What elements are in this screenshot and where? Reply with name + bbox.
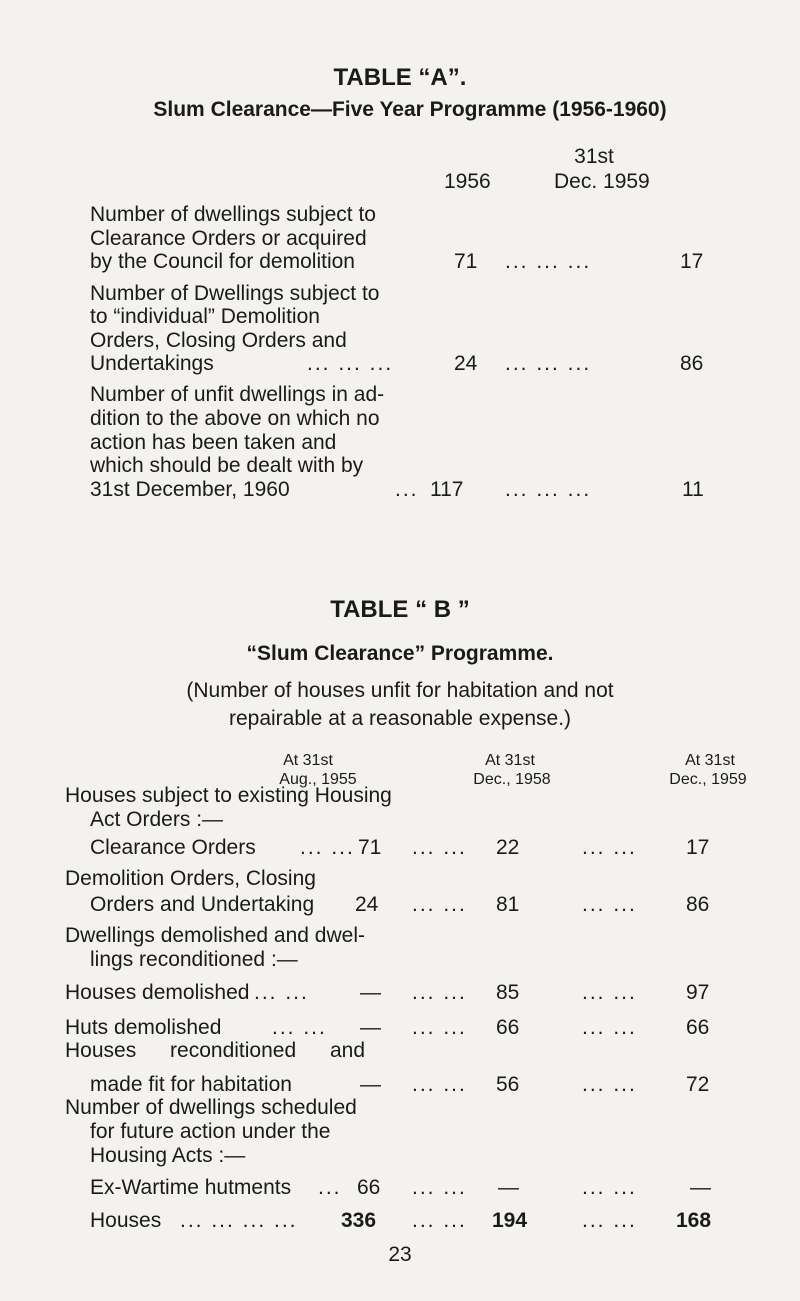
table-b-exwartime-d2: ... ... [582, 1176, 637, 1199]
table-a-row3-label-1: Number of unfit dwellings in ad- [90, 383, 385, 406]
table-b-houses-demolished-d1: ... ... [412, 981, 467, 1004]
table-b-houses-d1: ... ... [412, 1209, 467, 1232]
table-b-section2: Dwellings demolished and dwel- [65, 924, 365, 947]
table-b-exwartime-v2: — [498, 1176, 519, 1199]
table-b-exwartime-v1: 66 [357, 1176, 381, 1199]
table-a-row3-sep: ... ... ... [505, 478, 592, 501]
table-b-huts-lead: ... ... [272, 1016, 327, 1039]
table-b-clearance-lead: ... ... [300, 836, 355, 859]
table-b-houses-label: Houses [90, 1209, 162, 1232]
table-b-recond-v2: 56 [496, 1073, 520, 1096]
table-a-col2-header-line1: 31st [574, 145, 614, 168]
table-b-section2b: lings reconditioned :— [90, 948, 298, 971]
table-b-houses-lead: ... ... ... ... [180, 1209, 298, 1232]
table-a-row2-v1: 24 [454, 352, 478, 375]
table-a-row2-sep: ... ... ... [505, 352, 592, 375]
table-b-demolition-label: Orders and Undertaking [90, 893, 315, 916]
table-b-huts-v1: — [360, 1016, 381, 1039]
table-a-row2-label-4: Undertakings [90, 352, 214, 375]
table-b-houses-d2: ... ... [582, 1209, 637, 1232]
table-a-col2-header-line2: Dec. 1959 [554, 170, 650, 193]
table-a-row1-label-1: Number of dwellings subject to [90, 203, 376, 226]
table-a-row3-lead: ... [395, 478, 419, 501]
table-b-houses-v1: 336 [341, 1209, 377, 1232]
table-a-title: TABLE “A”. [333, 64, 467, 91]
table-b-header1-line1: At 31st [283, 752, 333, 769]
table-a-row1-label-3: by the Council for demolition [90, 250, 355, 273]
table-b-clearance-v3: 17 [686, 836, 710, 859]
table-b-demolition-d1: ... ... [412, 893, 467, 916]
table-b-clearance-label: Clearance Orders [90, 836, 256, 859]
table-a-col1-header: 1956 [444, 170, 491, 193]
table-b-note-line2: repairable at a reasonable expense.) [228, 707, 572, 730]
table-a-row2-lead: ... ... ... [307, 352, 394, 375]
table-a-row2-label-3: Orders, Closing Orders and [90, 329, 347, 352]
table-b-section1b: Act Orders :— [90, 808, 224, 831]
table-b-header2-line1: At 31st [485, 752, 535, 769]
table-a-row3-label-3: action has been taken and [90, 431, 337, 454]
table-b-header3-line1: At 31st [685, 752, 735, 769]
table-b-houses-demolished-v1: — [360, 981, 381, 1004]
table-b-demolition-v1: 24 [355, 893, 379, 916]
table-a-row1-sep: ... ... ... [505, 250, 592, 273]
table-a-row3-label-2: dition to the above on which no [90, 407, 380, 430]
table-a-row2-label-1: Number of Dwellings subject to [90, 282, 380, 305]
table-b-huts-label: Huts demolished [65, 1016, 222, 1039]
table-a-row1-v1: 71 [454, 250, 478, 273]
table-b-huts-d1: ... ... [412, 1016, 467, 1039]
table-b-demolition-d2: ... ... [582, 893, 637, 916]
table-a-row3-v1: 117 [430, 478, 464, 501]
table-b-recond-label: made fit for habitation [90, 1073, 292, 1096]
table-b-recond-line1: Houses reconditioned and [65, 1039, 366, 1062]
table-b-recond-d2: ... ... [582, 1073, 637, 1096]
table-b-section3: Number of dwellings scheduled [65, 1096, 357, 1119]
page-number: 23 [388, 1243, 412, 1266]
table-b-exwartime-lead: ... [318, 1176, 342, 1199]
table-b-houses-v2: 194 [492, 1209, 528, 1232]
table-b-recond-d1: ... ... [412, 1073, 467, 1096]
table-b-subtitle: “Slum Clearance” Programme. [246, 642, 554, 665]
table-b-houses-demolished-label: Houses demolished [65, 981, 250, 1004]
table-b-huts-v3: 66 [686, 1016, 710, 1039]
table-b-recond-v3: 72 [686, 1073, 710, 1096]
table-b-exwartime-d1: ... ... [412, 1176, 467, 1199]
table-a-row2-label-2: to “individual” Demolition [90, 305, 320, 328]
table-b-note-line1: (Number of houses unfit for habitation and not [186, 679, 614, 702]
table-b-demolition-line1: Demolition Orders, Closing [65, 867, 316, 890]
table-b-clearance-v1: 71 [358, 836, 382, 859]
table-b-huts-d2: ... ... [582, 1016, 637, 1039]
table-a-row3-label-5: 31st December, 1960 [90, 478, 290, 501]
table-b-header2-line2: Dec., 1958 [473, 771, 551, 788]
table-b-houses-demolished-v2: 85 [496, 981, 520, 1004]
table-b-section3c: Housing Acts :— [90, 1144, 246, 1167]
table-a-row1-v2: 17 [680, 250, 704, 273]
table-a-subtitle: Slum Clearance—Five Year Programme (1956-1960) [153, 98, 667, 121]
table-b-houses-demolished-lead: ... ... [254, 981, 309, 1004]
table-a-row2-v2: 86 [680, 352, 704, 375]
table-b-houses-v3: 168 [676, 1209, 712, 1232]
table-b-clearance-d1: ... ... [412, 836, 467, 859]
table-b-header1-line2: Aug., 1955 [279, 771, 357, 788]
table-b-recond-v1: — [360, 1073, 381, 1096]
table-b-houses-demolished-d2: ... ... [582, 981, 637, 1004]
table-b-exwartime-label: Ex-Wartime hutments [90, 1176, 292, 1199]
table-b-clearance-v2: 22 [496, 836, 520, 859]
table-b-title: TABLE “ B ” [330, 596, 470, 623]
table-a-row3-label-4: which should be dealt with by [90, 454, 364, 477]
table-b-houses-demolished-v3: 97 [686, 981, 710, 1004]
table-b-clearance-d2: ... ... [582, 836, 637, 859]
table-b-section3b: for future action under the [90, 1120, 331, 1143]
table-b-header3-line2: Dec., 1959 [669, 771, 747, 788]
table-b-huts-v2: 66 [496, 1016, 520, 1039]
table-a-row3-v2: 11 [682, 478, 704, 501]
table-b-exwartime-v3: — [690, 1176, 711, 1199]
table-b-demolition-v3: 86 [686, 893, 710, 916]
table-b-demolition-v2: 81 [496, 893, 520, 916]
table-a-row1-label-2: Clearance Orders or acquired [90, 227, 367, 250]
table-b-section1: Houses subject to existing Housing [65, 784, 392, 807]
